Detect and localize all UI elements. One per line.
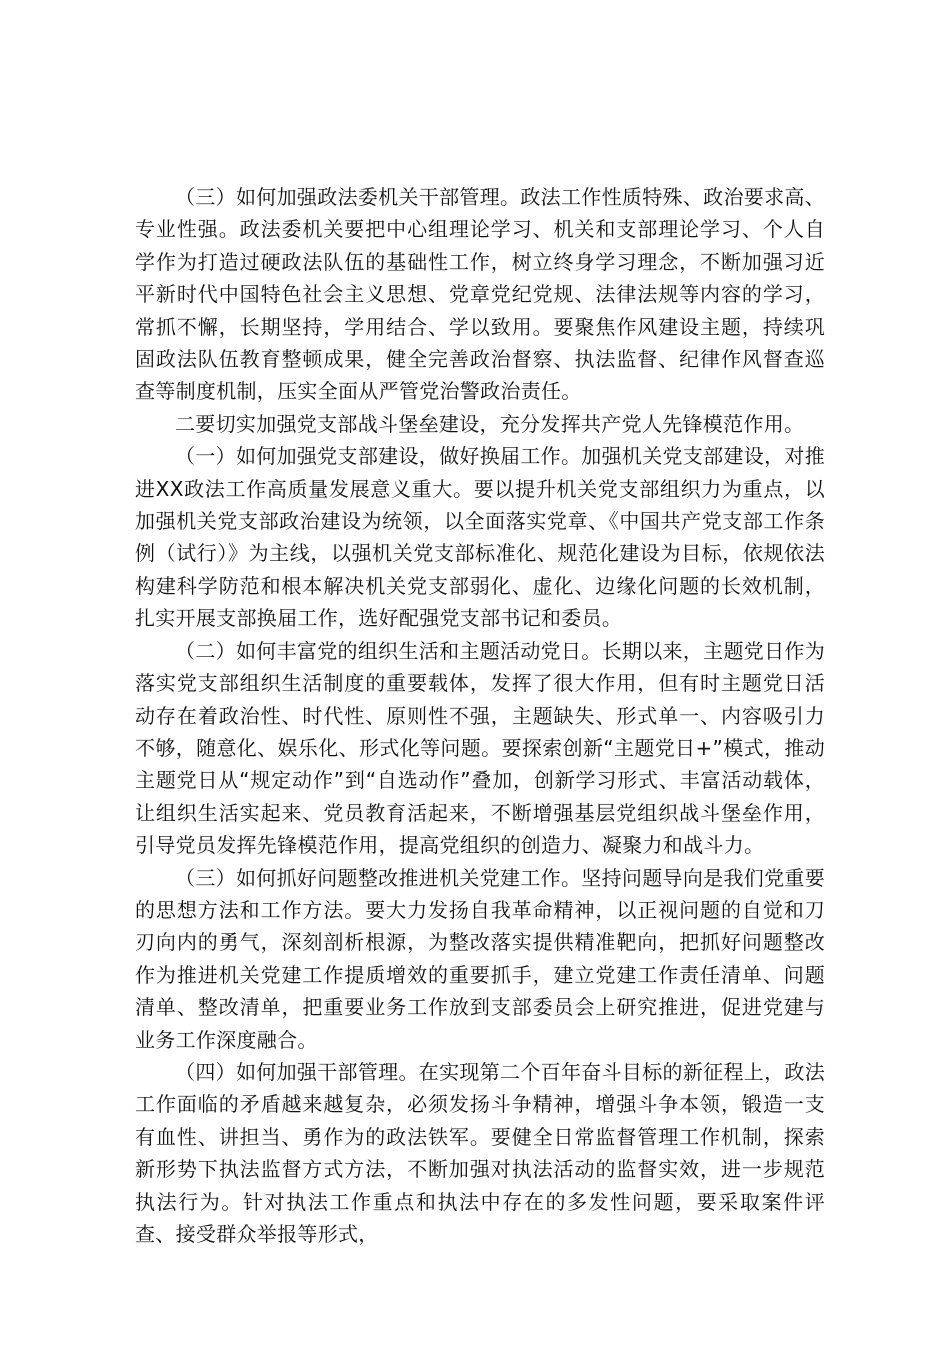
paragraph-cadre-management: （四）如何加强干部管理。在实现第二个百年奋斗目标的新征程上，政法工作面临的矛盾越来越复杂，必须发扬斗争精神，增强斗争本领，锻造一支有血性、讲担当、勇作为的政法铁军。要健全日常监督管理工作机制，探索新形势下执法监督方式方法，不断加强对执法活动的监督实效，进一步规范执法行为。针对执法工作重点和执法中存在的多发性问题，要采取案件评查、接受群众举报等形式， — [135, 1059, 825, 1246]
paragraph-organizational-life: （二）如何丰富党的组织生活和主题活动党日。长期以来，主题党日作为落实党支部组织生活制度的重要载体，发挥了很大作用，但有时主题党日活动存在着政治性、时代性、原则性不强，主题缺失、形式单一、内容吸引力不够，随意化、娱乐化、形式化等问题。要探索创新“主题党日+”模式，推动主题党日从“规定动作”到“自选动作”叠加，创新学习形式、丰富活动载体，让组织生活实起来、党员教育活起来，不断增强基层党组织战斗堡垒作用，引导党员发挥先锋模范作用，提高党组织的创造力、凝聚力和战斗力。 — [135, 638, 825, 858]
paragraph-problem-rectification: （三）如何抓好问题整改推进机关党建工作。坚持问题导向是我们党重要的思想方法和工作方法。要大力发扬自我革命精神，以正视问题的自觉和刀刃向内的勇气，深刻剖析根源，为整改落实提供精准靶向，把抓好问题整改作为推进机关党建工作提质增效的重要抓手，建立党建工作责任清单、问题清单、整改清单，把重要业务工作放到支部委员会上研究推进，促进党建与业务工作深度融合。 — [135, 865, 825, 1052]
paragraph-branch-construction: （一）如何加强党支部建设，做好换届工作。加强机关党支部建设，对推进XX政法工作高质量发展意义重大。要以提升机关党支部组织力为重点，以加强机关党支部政治建设为统领，以全面落实党章、《中国共产党支部工作条例（试行）》为主线，以强机关党支部标准化、规范化建设为目标，依规依法构建科学防范和根本解决机关党支部弱化、虚化、边缘化问题的长效机制，扎实开展支部换届工作，选好配强党支部书记和委员。 — [135, 444, 825, 631]
paragraph-section-heading-two: 二要切实加强党支部战斗堡垒建设，充分发挥共产党人先锋模范作用。 — [175, 411, 805, 436]
document-body — [135, 181, 825, 1250]
paragraph-cadre-management-committee: （三）如何加强政法委机关干部管理。政法工作性质特殊、政治要求高、专业性强。政法委机关要把中心组理论学习、机关和支部理论学习、个人自学作为打造过硬政法队伍的基础性工作，树立终身学习理念，不断加强习近平新时代中国特色社会主义思想、党章党纪党规、法律法规等内容的学习，常抓不懈，长期坚持，学用结合、学以致用。要聚焦作风建设主题，持续巩固政法队伍教育整顿成果，健全完善政治督察、执法监督、纪律作风督查巡查等制度机制，压实全面从严管党治警政治责任。 — [135, 185, 825, 404]
